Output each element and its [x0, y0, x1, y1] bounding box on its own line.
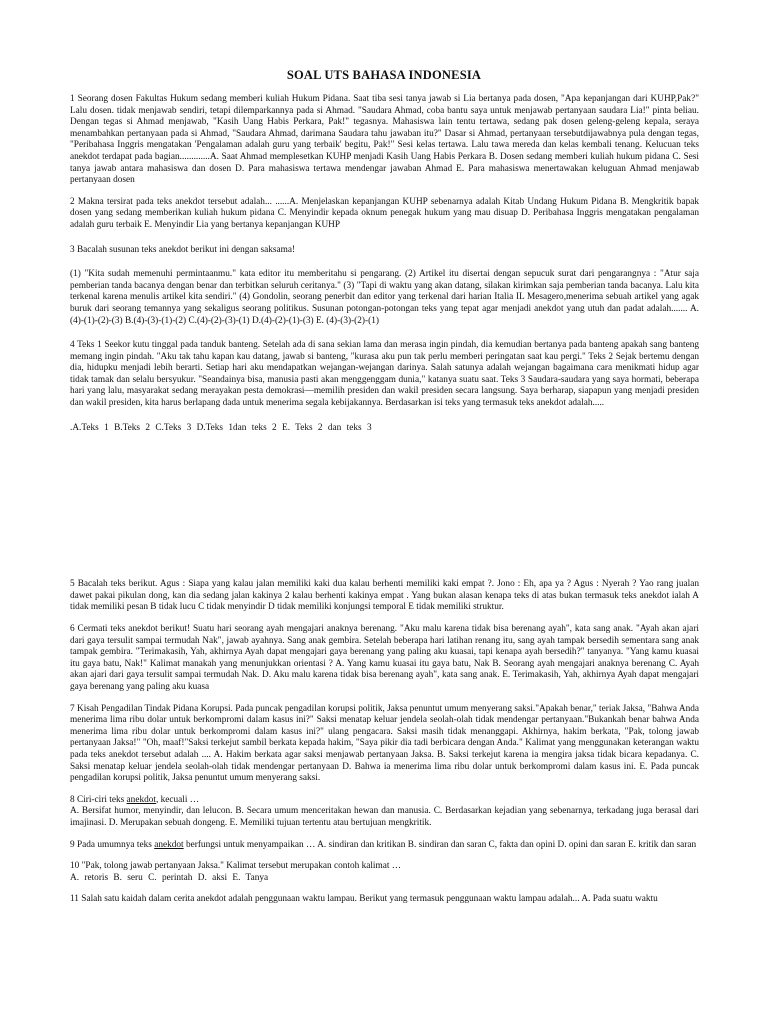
question-7: 7 Kisah Pengadilan Tindak Pidana Korupsi. Pada puncak pengadilan korupsi politik, Jaksa penuntut umum menyerang saksi."Apakah benar," teriak Jaksa, "Bahwa Anda menerima lima ribu dolar untuk berkompromi dalam kasus ini?" Saksi menatap keluar jendela seolah-olah tidak mendengar pertanyaan."Bukankah benar bahwa Anda menerima lima ribu dolar untuk berkompromi dalam kasus ini?" ulang pengacara. Saksi masih tidak menanggapi. Akhirnya, hakim berkata, "Pak, tolong jawab pertanyaan Jaksa!" "Oh, maaf!"Saksi terkejut sambil berkata kepada hakim, "Saya pikir dia tadi berbicara dengan Anda." Kalimat yang menggunakan keterangan waktu pada teks anekdot tersebut adalah .... A. Hakim berkata agar saksi menjawab pertanyaan Jaksa. B. Saksi terkejut karena ia mengira jaksa tidak bicara kepadanya. C. Saksi menatap keluar jendela seolah-olah tidak mendengar pertanyaan D. Bahwa ia menerima lima ribu dolar untuk berkompromi dalam kasus ini. E. Pada puncak pengadilan korupsi politik, Jaksa penuntut umum menyerang saksi. [70, 703, 699, 784]
question-3-text: (1) "Kita sudah memenuhi permintaanmu." kata editor itu memberitahu si pengarang. (2) Artikel itu disertai dengan sepucuk surat dari pengarangnya : "Atur saja pemberian tanda bacanya dengan benar dan terbitkan seluruh ceritanya." (3) "Tapi di waktu yang akan datang, silakan kirimkan saja pemberian tanda bacanya. Lalu kita terkenal karena menulis artikel kita sendiri." (4) Gondolin, seorang penerbit dan editor yang terkenal dari harian Italia IL Mesagero,menerima sebuah artikel yang agak buruk dari seorang temannya yang sekaligus seorang politikus. Susunan potongan-potongan teks yang tepat agar menjadi anekdot yang utuh dan padat adalah....... A. (4)-(1)-(2)-(3) B.(4)-(3)-(1)-(2) C.(4)-(2)-(3)-(1) D.(4)-(2)-(1)-(3) E. (4)-(3)-(2)-(1) [70, 269, 699, 326]
question-4-options: .A.Teks 1 B.Teks 2 C.Teks 3 D.Teks 1dan teks 2 E. Teks 2 dan teks 3 [70, 422, 372, 433]
question-10-options: A. retoris B. seru C. perintah D. aksi E. Tanya [70, 872, 269, 883]
question-5: 5 Bacalah teks berikut. Agus : Siapa yang kalau jalan memiliki kaki dua kalau berhenti memiliki kaki empat ?. Jono : Eh, apa ya ? Agus : Nyerah ? Yao rang jualan dawet pakai pikulan dong, kan dia sedang jalan kakinya 2 kalau berhenti kakinya empat . Yang bukan alasan kenapa teks di atas bukan termasuk teks anekdot ialah A tidak memiliki pesan B tidak lucu C tidak menyindir D tidak memiliki konjungsi temporal E tidak memiliki struktur. [70, 579, 699, 613]
question-9-prefix: 9 Pada umumnya teks [70, 839, 155, 850]
document-title: SOAL UTS BAHASA INDONESIA [286, 68, 482, 82]
question-3-instruction: 3 Bacalah susunan teks anekdot berikut ini dengan saksama! [70, 244, 296, 255]
question-8-underlined: anekdot [126, 794, 156, 805]
question-9-underlined: anekdot [154, 839, 184, 850]
document-body [70, 94, 699, 906]
question-11: 11 Salah satu kaidah dalam cerita anekdot adalah penggunaan waktu lampau. Berikut yang termasuk penggunaan waktu lampau adalah... A. Pada suatu waktu [70, 894, 658, 905]
question-2: 2 Makna tersirat pada teks anekdot tersebut adalah... ......A. Menjelaskan kepanjangan KUHP sebenarnya adalah Kitab Undang Hukum Pidana B. Mengkritik bapak dosen yang sedang memberikan kuliah hukum pidana C. Menyindir kepada oknum penegak hukum yang mau disuap D. Peribahasa Inggris mengatakan pengalaman adalah guru terbaik E. Menyindir Lia yang bertanya kepanjangan KUHP [70, 196, 699, 230]
question-8 [70, 795, 699, 807]
question-8-options: A. Bersifat humor, menyindir, dan lelucon. B. Secara umum menceritakan hewan dan manusia. C. Berdasarkan kejadian yang sebenarnya, terkadang juga berasal dari imajinasi. D. Merupakan sebuah dongeng. E. Memiliki tujuan tertentu atau bertujuan mengkritik. [70, 806, 699, 828]
question-6: 6 Cermati teks anekdot berikut! Suatu hari seorang ayah mengajari anaknya berenang. "Aku malu karena tidak bisa berenang ayah", kata sang anak. "Ayah akan ajari dari gaya tersulit sampai termudah Nak", jawab ayahnya. Sang anak gembira. Setelah beberapa hari latihan renang itu, sang ayah tampak bersedih sementara sang anak tampak gembira. "Terimakasih, Yah, akhirnya Ayah dapat mengajari gaya berenang yang paling aku kuasai, tapi kenapa ayah bersedih?" tanyanya. "Yang kamu kuasai itu gaya batu, Nak!" Kalimat manakah yang menunjukkan orientasi ? A. Yang kamu kuasai itu gaya batu, Nak B. Seorang ayah mengajari anaknya berenang C. Ayah akan ajari dari gaya tersulit sampai termudah Nak. D. Aku malu karena tidak bisa berenang ayah", kata sang anak. E. Terimakasih, Yah, akhirnya Ayah dapat mengajari gaya berenang yang paling aku kuasa [70, 624, 699, 692]
question-9-suffix: berfungsi untuk menyampaikan … A. sindiran dan kritikan B. sindiran dan saran C, fakta dan opini D. opini dan saran E. kritik dan saran [183, 839, 697, 850]
question-1: 1 Seorang dosen Fakultas Hukum sedang memberi kuliah Hukum Pidana. Saat tiba sesi tanya jawab si Lia bertanya pada dosen, "Apa kepanjangan dari KUHP,Pak?" Lalu dosen. tidak menjawab sendiri, tetapi dilemparkannya pada si Ahmad. "Saudara Ahmad, coba bantu saya untuk menjawab pertanyaan saudara Lia!" pinta beliau. Dengan tegas si Ahmad menjawab, "Kasih Uang Habis Perkara, Pak!" tegasnya. Mahasiswa lain tentu tertawa, sedang pak dosen geleng-geleng kepala, seraya menambahkan pertanyaan pada si Ahmad, "Saudara Ahmad, darimana Saudara tahu jawaban itu?" Dasar si Ahmad, pertanyaan tersebutdijawabnya pula dengan tegas, "Peribahasa Inggris mengatakan 'Pengalaman adalah guru yang terbaik' begitu, Pak!" Sesi kelas tertawa. Lalu tawa mereda dan kelas kembali tenang. Kelucuan teks anekdot terdapat pada bagian.............A. Saat Ahmad memplesetkan KUHP menjadi Kasih Uang Habis Perkara B. Dosen sedang memberi kuliah hukum pidana C. Sesi tanya jawab antara mahasiswa dan dosen D. Para mahasiswa tertawa mendengar jawaban Ahmad E. Para mahasiswa menertawakan keluguan Ahmad menjawab pertanyaan dosen [70, 94, 699, 186]
question-10: 10 "Pak, tolong jawab pertanyaan Jaksa." Kalimat tersebut merupakan contoh kalimat … [70, 861, 402, 872]
question-4: 4 Teks 1 Seekor kutu tinggal pada tanduk banteng. Setelah ada di sana sekian lama dan merasa ingin pindah, dia kemudian bertanya pada banteng apakah sang banteng memang ingin pindah. "Aku tak tahu kapan kau datang, jawab si banteng, "kurasa aku pun tak perlu memberi peringatan saat kau pergi." Teks 2 Sejak bertemu dengan dia, hidupku menjadi lebih berarti. Setiap hari aku mendapatkan wejangan-wejangan darinya. Salah satunya adalah wejangan bagaimana cara menikmati hidup agar tidak tamak dan selalu bersyukur. "Seandainya bisa, manusia pasti akan menggenggam dunia," katanya suatu saat. Teks 3 Saudara-saudara yang saya hormati, beberapa hari yang lalu, masyarakat sedang merayakan pesta demokrasi—memilih presiden dan wakil presiden secara langsung. Saya berharap, siapapun yang menjadi presiden dan wakil presiden, kita harus berlapang dada untuk menerima segala kebijakannya. Berdasarkan isi teks yang termasuk teks anekdot adalah..... [70, 340, 699, 409]
question-9 [70, 840, 699, 852]
blank-space [70, 434, 699, 579]
question-8-prefix: 8 Ciri-ciri teks [70, 794, 127, 805]
question-8-suffix: , kecuali … [155, 794, 200, 805]
